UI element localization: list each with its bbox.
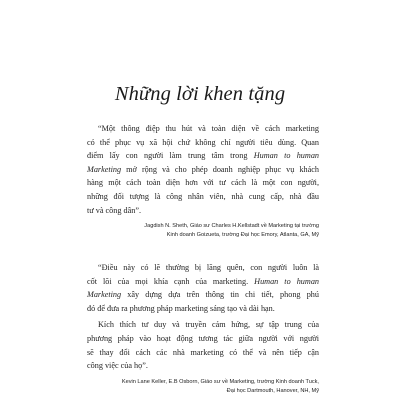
quote-line: công việc của họ”. xyxy=(87,361,148,371)
quote-line: “Một thông điệp thu hút và toàn diện về cách marketing xyxy=(98,124,319,133)
quote-line xyxy=(87,288,319,302)
quote-line: có thể phục vụ xã hội chứ không chỉ người tiêu dùng. Quan xyxy=(87,137,319,147)
testimonial-2 xyxy=(87,261,319,373)
attribution-line: Đại học Dartmouth, Hanover, NH, Mỹ xyxy=(226,388,319,394)
page-title: Những lời khen tặng xyxy=(114,83,286,105)
quote-line: “Điều này có lẽ thường bị lãng quên, con người luôn là xyxy=(98,263,319,272)
quote-line: phương pháp vào hoạt động tương tác giữa người với người xyxy=(87,333,319,343)
attribution-line: Kinh doanh Goizueta, trường Đại học Emory, Atlanta, GA, Mỹ xyxy=(166,232,319,238)
quote-line xyxy=(87,163,319,177)
quote-text: điểm lấy con người làm trung tâm trong xyxy=(87,151,254,161)
quote-line xyxy=(87,275,319,289)
attribution-line: Kevin Lane Keller, E.B Osborn, Giáo sư về Marketing, trường Kinh doanh Tuck, xyxy=(121,379,319,385)
quote-text: mở rộng và cho phép doanh nghiệp phục vụ khách xyxy=(121,164,319,174)
testimonial-1 xyxy=(87,122,319,217)
book-title: Human to human xyxy=(254,276,320,286)
quote-text: xây dựng dựa trên thông tin chi tiết, phong phú xyxy=(121,290,319,300)
attribution-1 xyxy=(87,222,319,240)
book-title: Human to human xyxy=(253,151,320,161)
quote-line: sẽ thay đổi cách các nhà marketing có thể và nên tiếp cận xyxy=(87,347,319,357)
attribution-line: Jagdish N. Sheth, Giáo sư Charles H.Kellstadt về Marketing tại trường xyxy=(144,223,319,229)
quote-line: hàng một cách toàn diện hơn với tư cách là một con người, xyxy=(87,178,319,188)
quote-text: cốt lõi của mọi khía cạnh của marketing. xyxy=(87,276,255,286)
quote-line: tư và công dân”. xyxy=(87,205,141,215)
quote-line: những đối tượng là công nhân viên, nhà cung cấp, nhà đầu xyxy=(87,191,319,201)
attribution-2 xyxy=(87,378,319,396)
quote-line: Kích thích tư duy và truyền cảm hứng, sự tập trung của xyxy=(98,320,319,330)
book-title: Marketing xyxy=(87,290,122,300)
quote-line: đó để đưa ra phương pháp marketing sáng tạo và dài hạn. xyxy=(87,303,275,313)
book-title: Marketing xyxy=(87,164,122,174)
quote-line xyxy=(87,149,319,163)
